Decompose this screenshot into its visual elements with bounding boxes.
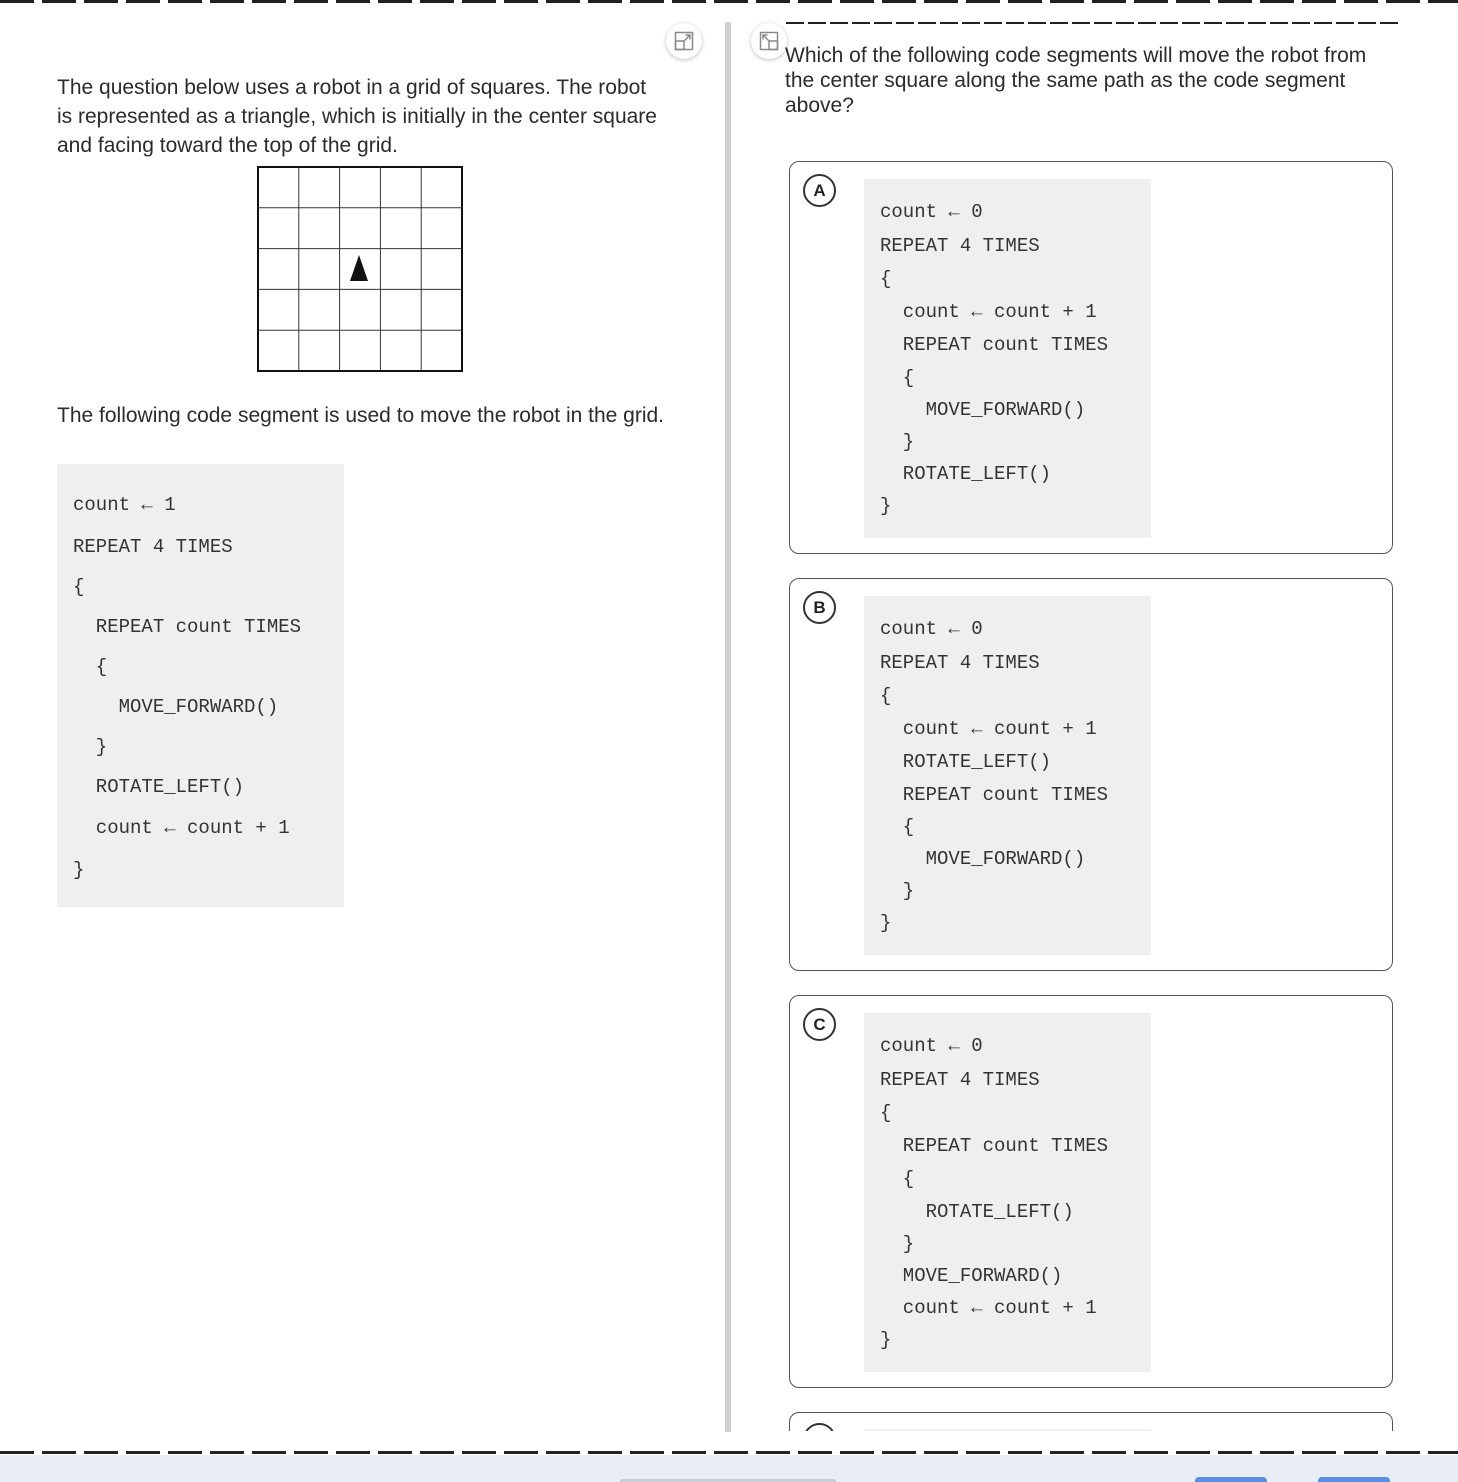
choice-letter-badge: C: [803, 1008, 836, 1041]
bottom-dashed-border: [0, 1451, 1458, 1454]
code-line: count ← 1: [73, 494, 176, 516]
code-line: count ← 0: [880, 201, 983, 223]
choice-c-code: [864, 1013, 1151, 1372]
code-line: count ← 0: [880, 618, 983, 640]
code-line: }: [73, 736, 108, 758]
choice-c[interactable]: [789, 995, 1393, 1388]
code-line: ROTATE_LEFT(): [880, 751, 1052, 773]
code-line: {: [73, 656, 108, 678]
code-line: {: [880, 1102, 892, 1124]
code-line: }: [880, 1233, 915, 1255]
code-line: count ← count + 1: [880, 301, 1097, 323]
code-line: REPEAT count TIMES: [73, 616, 302, 638]
code-line: }: [880, 880, 915, 902]
code-line: ROTATE_LEFT(): [880, 1201, 1074, 1223]
code-line: MOVE_FORWARD(): [73, 696, 279, 718]
choice-a[interactable]: [789, 161, 1393, 554]
choice-d-partial[interactable]: [789, 1412, 1393, 1431]
code-line: }: [73, 859, 85, 881]
code-line: REPEAT count TIMES: [880, 1135, 1109, 1157]
code-line: {: [880, 268, 892, 290]
code-line: count ← 0: [880, 1035, 983, 1057]
code-line: count ← count + 1: [73, 817, 290, 839]
choice-b[interactable]: [789, 578, 1393, 971]
code-line: {: [880, 1168, 915, 1190]
footer-toolbar: [0, 1455, 1458, 1482]
code-line: }: [880, 431, 915, 453]
code-line: }: [880, 495, 892, 517]
code-line: REPEAT 4 TIMES: [880, 1069, 1040, 1091]
code-line: {: [880, 685, 892, 707]
segment-intro-text: The following code segment is used to move the robot in the grid.: [57, 404, 665, 427]
code-line: {: [73, 576, 85, 598]
choice-letter-badge: A: [803, 174, 836, 207]
code-line: {: [880, 816, 915, 838]
code-line: REPEAT 4 TIMES: [73, 536, 233, 558]
choice-b-code: [864, 596, 1151, 955]
code-line: }: [880, 1329, 892, 1351]
code-line: ROTATE_LEFT(): [73, 776, 245, 798]
code-line: MOVE_FORWARD(): [880, 1265, 1063, 1287]
choice-a-code: [864, 179, 1151, 538]
passage-pane: [0, 3, 724, 1451]
choice-letter-badge-partial: [803, 1423, 836, 1431]
code-line: count ← count + 1: [880, 1297, 1097, 1319]
code-line: REPEAT 4 TIMES: [880, 235, 1040, 257]
code-line: ROTATE_LEFT(): [880, 463, 1052, 485]
robot-grid: [257, 166, 463, 372]
code-line: REPEAT count TIMES: [880, 784, 1109, 806]
code-line: count ← count + 1: [880, 718, 1097, 740]
code-line: REPEAT count TIMES: [880, 334, 1109, 356]
choice-letter-badge: B: [803, 591, 836, 624]
code-line: MOVE_FORWARD(): [880, 848, 1086, 870]
question-divider: [786, 22, 1398, 24]
code-line: MOVE_FORWARD(): [880, 399, 1086, 421]
expand-pane-button[interactable]: [666, 23, 702, 59]
passage-intro-text: The question below uses a robot in a grid of squares. The robot is represented as a triangle, which is initially in the center square and facing toward the top of the grid.: [57, 76, 657, 157]
pane-divider-handle[interactable]: [725, 22, 731, 1432]
main-code-block: [57, 464, 344, 907]
question-text: Which of the following code segments will move the robot from the center square along the same path as the code segment above?: [785, 44, 1367, 117]
expand-icon: [673, 30, 695, 52]
code-line: {: [880, 367, 915, 389]
choice-d-code-partial: [864, 1429, 1151, 1431]
code-line: REPEAT 4 TIMES: [880, 652, 1040, 674]
code-line: }: [880, 912, 892, 934]
question-pane: [732, 3, 1458, 1431]
footer-button[interactable]: [1195, 1477, 1267, 1482]
footer-button[interactable]: [1318, 1477, 1390, 1482]
